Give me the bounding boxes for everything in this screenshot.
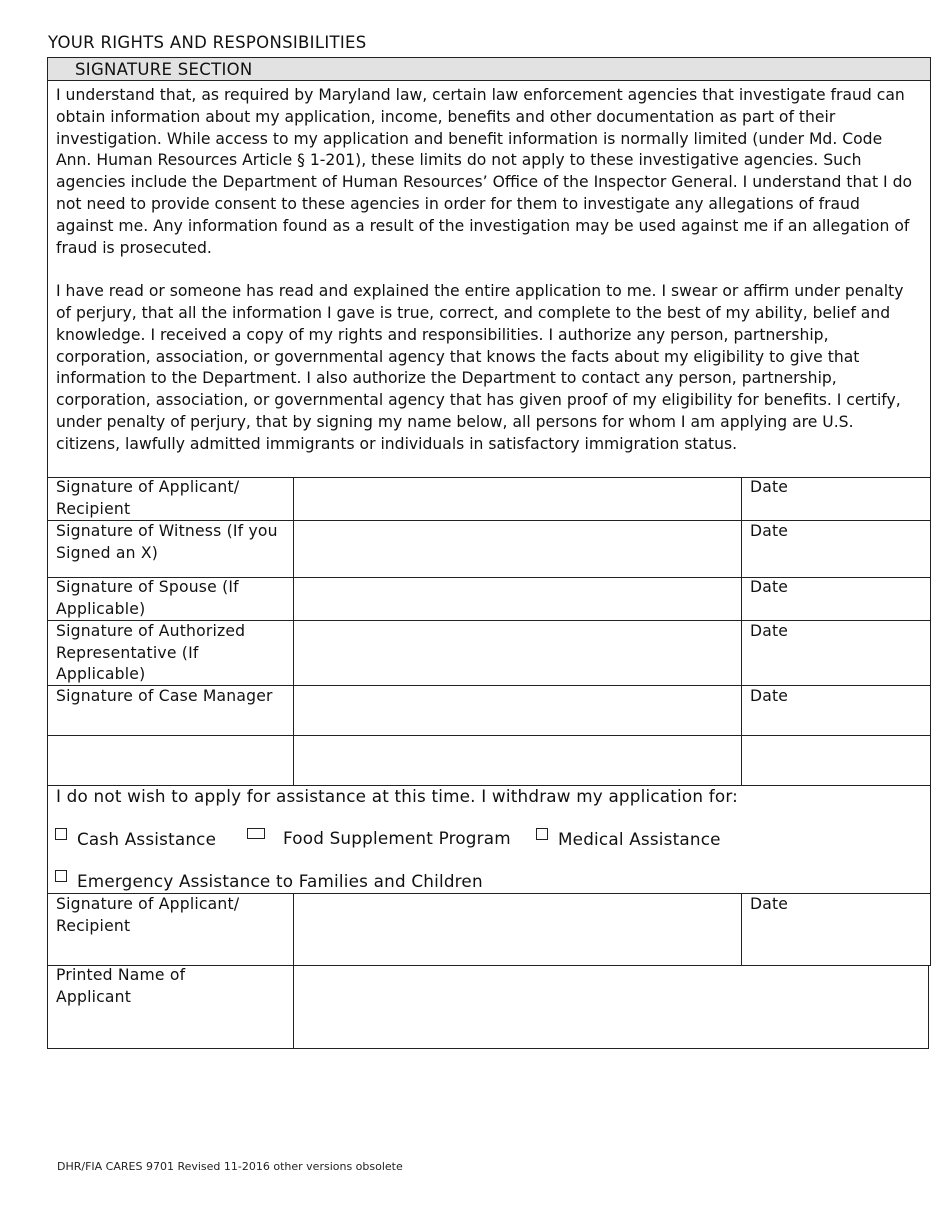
spouse-signature-label: Signature of Spouse (If Applicable) xyxy=(56,578,239,618)
withdraw-date-field[interactable] xyxy=(742,916,930,965)
medical-assistance-option[interactable] xyxy=(536,828,721,849)
blank-signature-field[interactable] xyxy=(294,736,741,785)
medical-assistance-label: Medical Assistance xyxy=(558,829,721,849)
blank-label-cell[interactable] xyxy=(48,736,293,785)
consent-statement xyxy=(47,81,931,478)
withdraw-signature-field[interactable] xyxy=(294,894,741,965)
applicant-date-label: Date xyxy=(750,478,789,496)
case-manager-date-label: Date xyxy=(750,687,789,705)
case-manager-signature-field[interactable] xyxy=(294,686,741,735)
form-footer: DHR/FIA CARES 9701 Revised 11-2016 other versions obsolete xyxy=(57,1160,403,1173)
representative-date-field[interactable] xyxy=(742,643,930,685)
page-title: YOUR RIGHTS AND RESPONSIBILITIES xyxy=(48,33,367,52)
representative-date-label: Date xyxy=(750,622,789,640)
applicant-date-field[interactable] xyxy=(742,498,930,520)
withdraw-statement: I do not wish to apply for assistance at this time. I withdraw my application for: xyxy=(56,786,738,806)
printed-name-label: Printed Name of Applicant xyxy=(56,966,186,1006)
witness-date-field[interactable] xyxy=(742,543,930,577)
representative-signature-field[interactable] xyxy=(294,621,741,685)
section-header: SIGNATURE SECTION xyxy=(47,57,931,81)
spouse-signature-field[interactable] xyxy=(294,578,741,620)
statement-paragraph-1: I understand that, as required by Maryland law, certain law enforcement agencies that investigate fraud can obtain information about my application, income, benefits and other documentation as part of their investigation. While access to my application and benefit information is normally limited (under Md. Code Ann. Human Resources Article § 1-201), these limits do not apply to these investigative agencies. Such agencies include the Department of Human Resources’ Office of the Inspector General. I understand that I do not need to provide consent to these agencies in order for them to investigate any allegations of fraud against me. Any information found as a result of the investigation may be used against me if an allegation of fraud is prosecuted. xyxy=(56,86,913,257)
witness-signature-label: Signature of Witness (If you Signed an X) xyxy=(56,522,278,562)
withdraw-date-label: Date xyxy=(750,895,789,913)
spouse-date-label: Date xyxy=(750,578,789,596)
statement-paragraph-2: I have read or someone has read and explained the entire application to me. I swear or affirm under penalty of perjury, that all the information I gave is true, correct, and complete to the best of my ability, belief and knowledge. I received a copy of my rights and responsibilities. I authorize any person, partnership, corporation, association, or governmental agency that knows the facts about my eligibility to give that information to the Department. I also authorize the Department to contact any person, partnership, corporation, association, or governmental agency that has given proof of my eligibility for benefits. I certify, under penalty of perjury, that by signing my name below, all persons for whom I am applying are U.S. citizens, lawfully admitted immigrants or individuals in satisfactory immigration status. xyxy=(56,282,904,453)
applicant-signature-label: Signature of Applicant/ Recipient xyxy=(56,478,240,518)
food-supplement-checkbox[interactable] xyxy=(247,828,265,839)
representative-signature-label: Signature of Authorized Representative (If Applicable) xyxy=(56,622,246,683)
case-manager-signature-label: Signature of Case Manager xyxy=(56,687,273,705)
food-supplement-option[interactable] xyxy=(247,828,511,848)
cash-assistance-checkbox[interactable] xyxy=(55,828,67,840)
witness-date-label: Date xyxy=(750,522,789,540)
emergency-assistance-option[interactable] xyxy=(55,870,483,891)
blank-date-field[interactable] xyxy=(742,736,930,785)
emergency-assistance-checkbox[interactable] xyxy=(55,870,67,882)
cash-assistance-option[interactable] xyxy=(55,828,216,849)
withdraw-signature-label: Signature of Applicant/ Recipient xyxy=(56,895,240,935)
witness-signature-field[interactable] xyxy=(294,521,741,577)
case-manager-date-field[interactable] xyxy=(742,708,930,735)
emergency-assistance-label: Emergency Assistance to Families and Children xyxy=(77,871,483,891)
printed-name-field[interactable] xyxy=(294,966,928,1048)
spouse-date-field[interactable] xyxy=(742,599,930,620)
food-supplement-label: Food Supplement Program xyxy=(283,828,511,848)
medical-assistance-checkbox[interactable] xyxy=(536,828,548,840)
applicant-signature-field[interactable] xyxy=(294,478,741,520)
cash-assistance-label: Cash Assistance xyxy=(77,829,217,849)
